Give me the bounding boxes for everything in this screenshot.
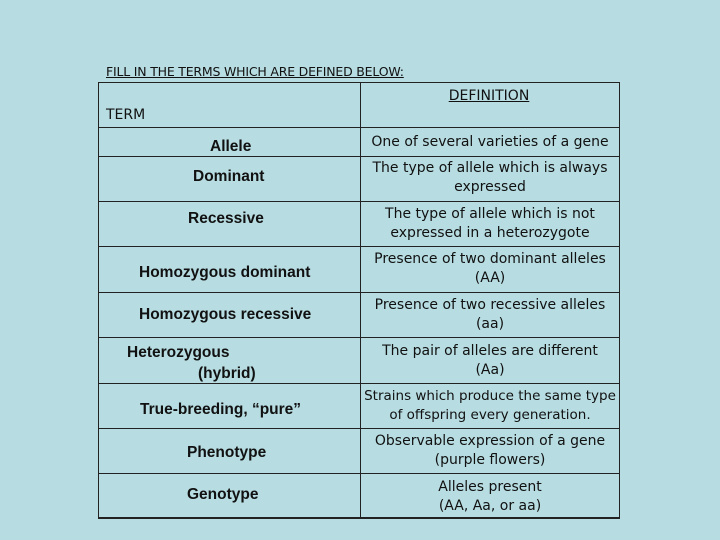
term-cell: Phenotype [187,444,267,461]
table-bottom-border [98,517,620,519]
term-cell: Homozygous recessive [139,306,312,323]
definition-cell: The pair of alleles are different (Aa) [382,343,598,378]
instruction-text: FILL IN THE TERMS WHICH ARE DEFINED BELOW: [106,64,404,79]
definition-cell: Observable expression of a gene (purple flowers) [374,433,606,468]
definition-cell: Presence of two dominant alleles (AA) [374,251,606,286]
row-separator [98,292,620,293]
row-separator [98,201,620,202]
row-separator [98,156,620,157]
definition-header: DEFINITION [448,88,530,104]
definition-cell: Presence of two recessive alleles (aa) [374,297,606,332]
term-cell: True-breeding, “pure” [140,401,302,418]
row-separator [98,337,620,338]
row-separator [98,127,620,128]
definition-cell: The type of allele which is not expressed in a heterozygote [385,206,595,241]
column-divider [360,82,361,518]
term-cell: Dominant [193,168,265,185]
definition-cell: Strains which produce the same type of offspring every generation. [364,388,616,423]
term-cell: Genotype [187,486,259,503]
row-separator [98,246,620,247]
term-hybrid-line: (hybrid) [198,365,256,382]
definition-cell: The type of allele which is always expressed [372,160,608,195]
term-cell: Homozygous dominant [139,264,311,281]
term-cell: Allele [210,138,252,155]
term-header: TERM [106,107,146,123]
row-separator [98,428,620,429]
term-cell: Recessive [188,210,264,227]
row-separator [98,473,620,474]
definition-cell: Alleles present (AA, Aa, or aa) [438,479,542,514]
term-cell [127,342,267,384]
definition-cell: One of several varieties of a gene [371,134,609,150]
term-heterozygous-line: Heterozygous [127,344,230,361]
